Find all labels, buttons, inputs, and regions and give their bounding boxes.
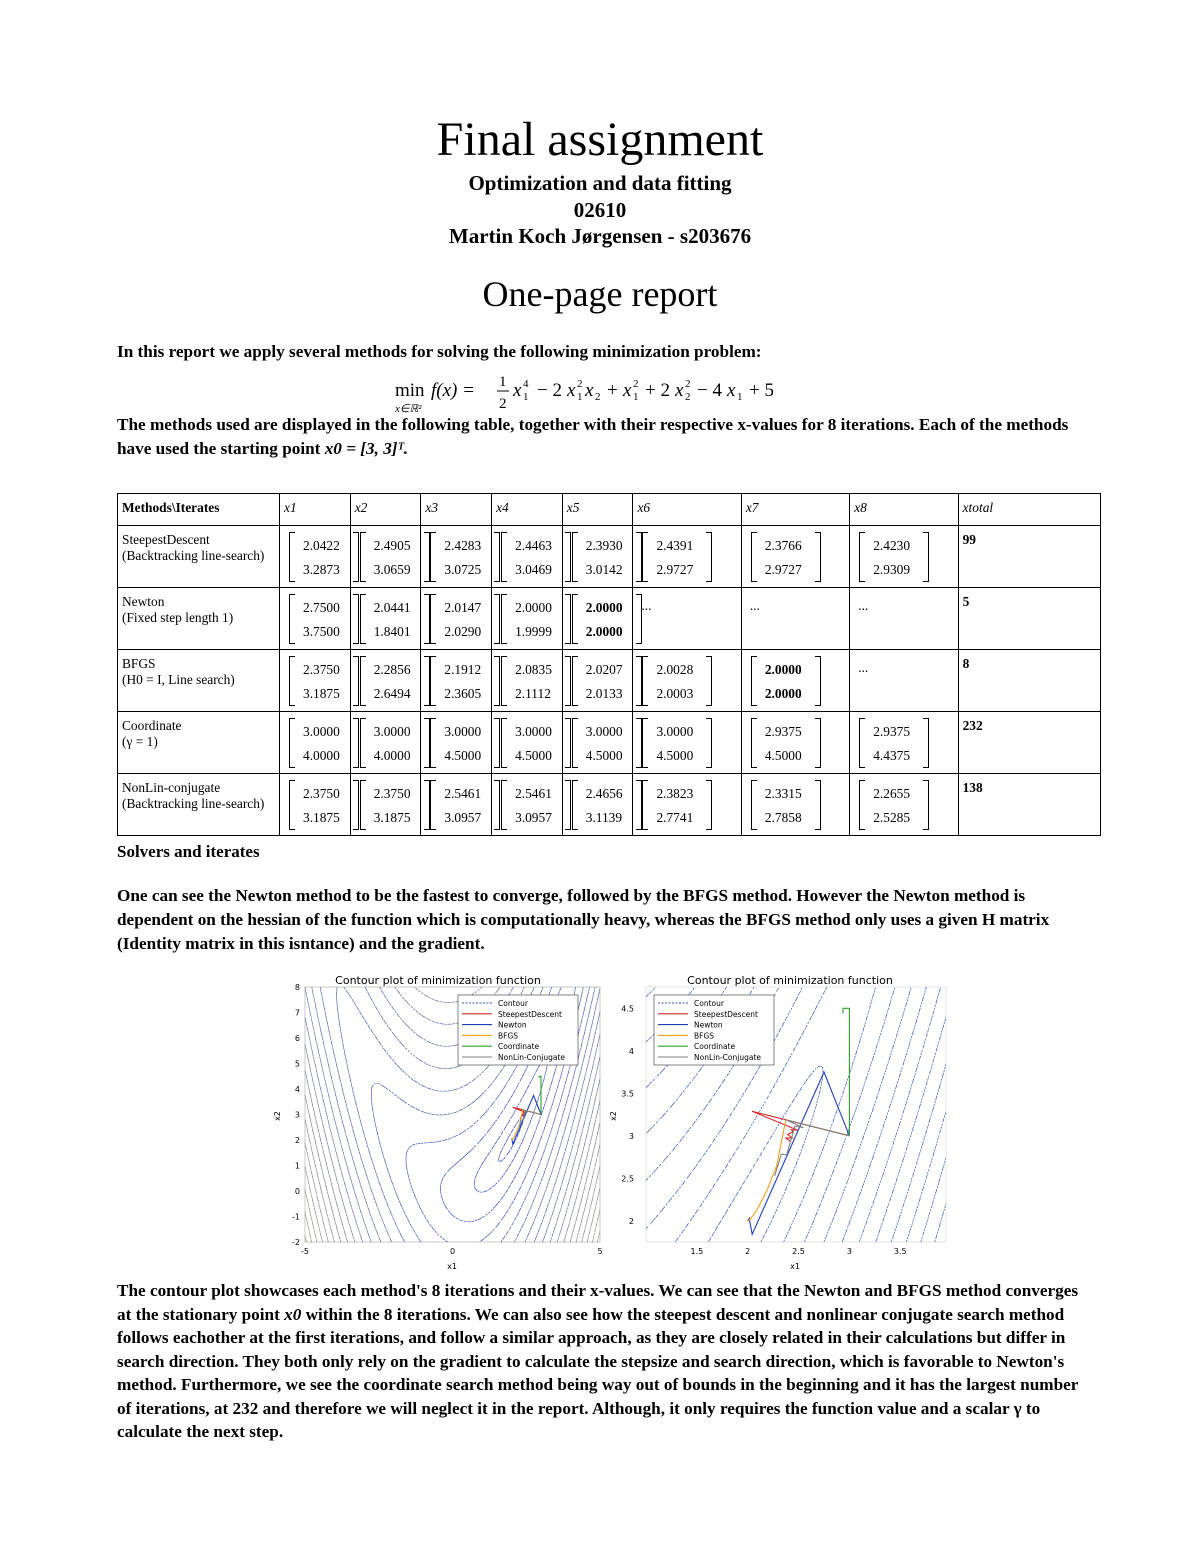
- iterate-cell: [633, 526, 741, 588]
- iterate-vector: 2.3750 3.1875: [289, 780, 359, 830]
- page-title: Final assignment: [436, 113, 764, 166]
- iterate-vector: 3.0000 4.0000: [289, 718, 359, 768]
- svg-text:+ 5: + 5: [749, 380, 774, 401]
- iterates-table: [117, 493, 1101, 834]
- header-iterate-8: x8: [850, 494, 958, 526]
- method-name: Coordinate (γ = 1): [118, 712, 280, 774]
- iterate-vector: 2.0000 2.0000: [572, 594, 642, 644]
- header-iterate-1: x1: [280, 494, 351, 526]
- header-iterate-4: x4: [492, 494, 563, 526]
- iterate-vector: 2.0147 2.0290: [430, 594, 500, 644]
- iterate-cell: [492, 588, 563, 650]
- svg-text:2: 2: [595, 391, 601, 403]
- iterate-vector: 2.0422 3.2873: [289, 532, 359, 582]
- iterate-cell: [350, 650, 421, 712]
- header-methods: Methods\Iterates: [118, 494, 280, 526]
- iterate-cell: [492, 712, 563, 774]
- iterate-vector: 2.4905 3.0659: [360, 532, 430, 582]
- iterate-vector: 2.4656 3.1139: [572, 780, 642, 830]
- legend-label: NonLin-Conjugate: [498, 1053, 566, 1062]
- x-tick-label: -5: [301, 1247, 309, 1256]
- svg-text:− 2: − 2: [537, 380, 562, 401]
- table-caption: Solvers and iterates: [117, 842, 260, 861]
- iterate-vector: 2.4230 2.9309: [859, 532, 929, 582]
- iterate-vector: 3.0000 4.5000: [430, 718, 500, 768]
- iterate-cell: [633, 650, 741, 712]
- y-tick-label: 2: [628, 1216, 634, 1226]
- right-ylabel: x2: [609, 1111, 618, 1121]
- iterate-vector: 2.9375 4.5000: [751, 718, 821, 768]
- svg-text:2: 2: [685, 391, 691, 403]
- iterate-vector: 2.1912 2.3605: [430, 656, 500, 706]
- iterate-vector: 2.9375 4.4375: [859, 718, 929, 768]
- x-tick-label: 2.5: [792, 1247, 805, 1256]
- svg-text:x: x: [727, 380, 736, 401]
- right-xlabel: x1: [790, 1262, 800, 1271]
- svg-text:min: min: [395, 380, 425, 401]
- header-iterate-6: x6: [633, 494, 741, 526]
- ellipsis: ...: [749, 598, 760, 613]
- header-total: xtotal: [958, 494, 1100, 526]
- iteration-total: 232: [958, 712, 1100, 774]
- svg-text:1: 1: [499, 374, 507, 390]
- left-xlabel: x1: [447, 1262, 457, 1271]
- y-tick-label: 7: [294, 1008, 300, 1018]
- iterate-cell: [492, 650, 563, 712]
- svg-text:1: 1: [737, 391, 743, 403]
- iterate-cell: [633, 712, 741, 774]
- iterate-cell: [421, 650, 492, 712]
- legend-label: BFGS: [498, 1031, 519, 1041]
- svg-text:2: 2: [633, 378, 639, 390]
- iterate-cell: [492, 526, 563, 588]
- svg-text:+ 2: + 2: [645, 380, 670, 401]
- iterate-vector: 2.3750 3.1875: [289, 656, 359, 706]
- course-name: Optimization and data fitting: [468, 171, 732, 195]
- svg-text:x: x: [675, 380, 684, 401]
- table-row: [118, 650, 1101, 712]
- right-y-ticks: [621, 1004, 634, 1226]
- right-legend: [654, 995, 774, 1065]
- left-plot-title: Contour plot of minimization function: [335, 974, 541, 987]
- x-tick-label: 2: [745, 1247, 751, 1256]
- course-code: 02610: [573, 198, 627, 222]
- legend-label: Coordinate: [694, 1042, 736, 1052]
- iterate-vector: 3.0000 4.5000: [572, 718, 642, 768]
- iterate-vector: 2.0000 1.9999: [501, 594, 571, 644]
- iterate-vector: 2.7500 3.7500: [289, 594, 359, 644]
- y-tick-label: 1: [294, 1161, 300, 1171]
- svg-text:x: x: [513, 380, 522, 401]
- iterate-vector: 2.0028 2.0003: [642, 656, 712, 706]
- iterate-vector: 2.2655 2.5285: [859, 780, 929, 830]
- ellipsis: ...: [858, 598, 869, 613]
- header-iterate-3: x3: [421, 494, 492, 526]
- table-row: [118, 526, 1101, 588]
- y-tick-label: 8: [294, 983, 300, 992]
- iterate-vector: 2.0207 2.0133: [572, 656, 642, 706]
- svg-text:1: 1: [577, 391, 583, 403]
- iterate-vector: 3.0000 4.5000: [501, 718, 571, 768]
- y-tick-label: 6: [294, 1034, 300, 1043]
- iterate-cell: [421, 712, 492, 774]
- iterate-cell: [280, 650, 351, 712]
- contour-plot-zoom: [610, 971, 960, 1276]
- y-tick-label: 4: [628, 1046, 634, 1056]
- methods-text: The methods used are displayed in the following table, together with their respective x-values for 8 iterations. Each of the methods have used the starting point x0 = [3, 3]ᵀ.: [117, 415, 1069, 458]
- iterate-cell: [350, 774, 421, 836]
- method-name: BFGS (H0 = I, Line search): [118, 650, 280, 712]
- legend-label: BFGS: [694, 1031, 715, 1041]
- iterate-vector: 3.0000 4.5000: [642, 718, 712, 768]
- left-x-ticks: [301, 1247, 603, 1256]
- table-row: [118, 774, 1101, 836]
- left-ylabel: x2: [273, 1111, 282, 1121]
- iterate-vector: 2.5461 3.0957: [430, 780, 500, 830]
- start-point: x0 = [3, 3]ᵀ.: [324, 439, 409, 458]
- iterate-cell: [421, 774, 492, 836]
- iterate-vector: 2.4463 3.0469: [501, 532, 571, 582]
- svg-text:2: 2: [499, 396, 507, 412]
- iterate-vector: 2.3823 2.7741: [642, 780, 712, 830]
- y-tick-label: 4: [294, 1085, 300, 1094]
- iterate-vector: 2.0441 1.8401: [360, 594, 430, 644]
- iteration-total: 8: [958, 650, 1100, 712]
- iterate-cell: [562, 774, 633, 836]
- left-legend: [458, 995, 578, 1065]
- iterate-vector: 2.3766 2.9727: [751, 532, 821, 582]
- legend-label: Newton: [498, 1020, 527, 1030]
- legend-label: Newton: [694, 1020, 723, 1030]
- iterate-cell: [280, 588, 351, 650]
- header-iterate-2: x2: [350, 494, 421, 526]
- left-y-ticks: [292, 983, 300, 1247]
- iterate-cell: [350, 588, 421, 650]
- iterate-cell: [350, 526, 421, 588]
- iterate-vector: 2.4391 2.9727: [642, 532, 712, 582]
- svg-text:+: +: [607, 380, 618, 401]
- header-iterate-7: x7: [741, 494, 849, 526]
- iterate-vector: 2.3750 3.1875: [360, 780, 430, 830]
- table-row: [118, 588, 1101, 650]
- iterate-vector: 2.2856 2.6494: [360, 656, 430, 706]
- legend-label: Contour: [694, 999, 724, 1008]
- iterate-vector: 2.0835 2.1112: [501, 656, 571, 706]
- x-tick-label: 3: [846, 1247, 852, 1256]
- legend-label: Contour: [498, 999, 528, 1008]
- iterate-vector: 2.4283 3.0725: [430, 532, 500, 582]
- iterate-cell: [280, 774, 351, 836]
- iteration-total: 99: [958, 526, 1100, 588]
- author: Martin Koch Jørgensen - s203676: [448, 224, 752, 248]
- iterate-cell: [741, 526, 849, 588]
- y-tick-label: 0: [294, 1187, 300, 1196]
- table-row: [118, 712, 1101, 774]
- iterate-cell: [633, 774, 741, 836]
- svg-text:x: x: [567, 380, 576, 401]
- x-tick-label: 0: [449, 1247, 456, 1256]
- legend-label: Coordinate: [498, 1042, 540, 1052]
- svg-text:x∈ℝ²: x∈ℝ²: [395, 403, 422, 415]
- report-heading: One-page report: [482, 274, 718, 314]
- iterate-cell: [633, 588, 741, 650]
- svg-text:4: 4: [523, 378, 529, 390]
- ellipsis: ...: [641, 598, 652, 613]
- iterate-cell: [850, 526, 958, 588]
- y-tick-label: 3: [294, 1110, 300, 1120]
- iterate-vector: 3.0000 4.0000: [360, 718, 430, 768]
- intro-text: In this report we apply several methods for solving the following minimization problem:: [117, 342, 762, 361]
- iterate-cell: [562, 650, 633, 712]
- iterate-cell: [562, 526, 633, 588]
- x-tick-label: 3.5: [893, 1247, 907, 1256]
- iterate-cell: [421, 526, 492, 588]
- svg-text:1: 1: [633, 391, 639, 403]
- contour-plot-full: [270, 971, 605, 1276]
- y-tick-label: 2: [294, 1136, 300, 1145]
- analysis-text: The contour plot showcases each method's 8 iterations and their x-values. We can see that the Newton and BFGS method converges at the stationary point x0 within the 8 iterations. We can also see how the steepest descent and nonlinear conjugate search method follows eachother at the first iterations, and follow a similar approach, as they are closely related in their calculations but differ in search direction. They both only rely on the gradient to calculate the stepsize and search direction, which is favorable to Newton's method. Furthermore, we see the coordinate search method being way out of bounds in the beginning and it has the largest number of iterations, at 232 and therefore we will neglect it in the report. Although, it only requires the function value and a scalar γ to calculate the next step.: [117, 1281, 1079, 1441]
- iterate-cell: [850, 588, 958, 650]
- iterate-cell: [741, 650, 849, 712]
- iterate-cell: [741, 588, 849, 650]
- y-tick-label: -2: [292, 1238, 300, 1247]
- iterate-vector: 2.5461 3.0957: [501, 780, 571, 830]
- y-tick-label: -1: [292, 1212, 300, 1222]
- method-name: Newton (Fixed step length 1): [118, 588, 280, 650]
- svg-text:x: x: [623, 380, 632, 401]
- y-tick-label: 4.5: [621, 1004, 634, 1014]
- header-iterate-5: x5: [562, 494, 633, 526]
- y-tick-label: 2.5: [621, 1174, 634, 1184]
- x-tick-label: 5: [597, 1247, 603, 1256]
- iteration-total: 5: [958, 588, 1100, 650]
- iteration-total: 138: [958, 774, 1100, 836]
- iterate-vector: 2.3315 2.7858: [751, 780, 821, 830]
- svg-text:− 4: − 4: [697, 380, 722, 401]
- table-header-row: [118, 494, 1101, 526]
- legend-label: SteepestDescent: [694, 1009, 758, 1019]
- iterate-cell: [850, 774, 958, 836]
- legend-label: NonLin-Conjugate: [694, 1053, 762, 1062]
- x-tick-label: 1.5: [690, 1247, 704, 1256]
- iterate-cell: [850, 650, 958, 712]
- right-plot-title: Contour plot of minimization function: [687, 974, 893, 987]
- y-tick-label: 5: [294, 1059, 300, 1069]
- iterate-cell: [562, 588, 633, 650]
- ellipsis: ...: [858, 660, 869, 675]
- iterate-vector: 2.0000 2.0000: [751, 656, 821, 706]
- svg-text:1: 1: [523, 391, 529, 403]
- iterate-cell: [741, 774, 849, 836]
- iterate-cell: [280, 526, 351, 588]
- iterate-cell: [850, 712, 958, 774]
- svg-text:2: 2: [685, 378, 691, 390]
- svg-text:x: x: [585, 380, 594, 401]
- right-x-ticks: [690, 1247, 906, 1256]
- objective-formula: [395, 372, 875, 414]
- iterate-cell: [492, 774, 563, 836]
- svg-text:2: 2: [577, 378, 583, 390]
- iterate-cell: [280, 712, 351, 774]
- method-name: NonLin-conjugate (Backtracking line-search): [118, 774, 280, 836]
- iterate-cell: [350, 712, 421, 774]
- conclusion-text: One can see the Newton method to be the fastest to converge, followed by the BFGS method. However the Newton method is dependent on the hessian of the function which is computationally heavy, whereas the BFGS method only uses a given H matrix (Identity matrix in this isntance) and the gradient.: [117, 886, 1050, 953]
- legend-label: SteepestDescent: [498, 1009, 562, 1019]
- iterate-vector: 2.3930 3.0142: [572, 532, 642, 582]
- iterate-cell: [421, 588, 492, 650]
- iterate-cell: [741, 712, 849, 774]
- svg-text:f(x) =: f(x) =: [431, 380, 475, 401]
- iterate-cell: [562, 712, 633, 774]
- method-name: SteepestDescent (Backtracking line-search): [118, 526, 280, 588]
- y-tick-label: 3.5: [621, 1089, 634, 1099]
- stationary-point: x0: [284, 1304, 302, 1324]
- y-tick-label: 3: [628, 1131, 634, 1141]
